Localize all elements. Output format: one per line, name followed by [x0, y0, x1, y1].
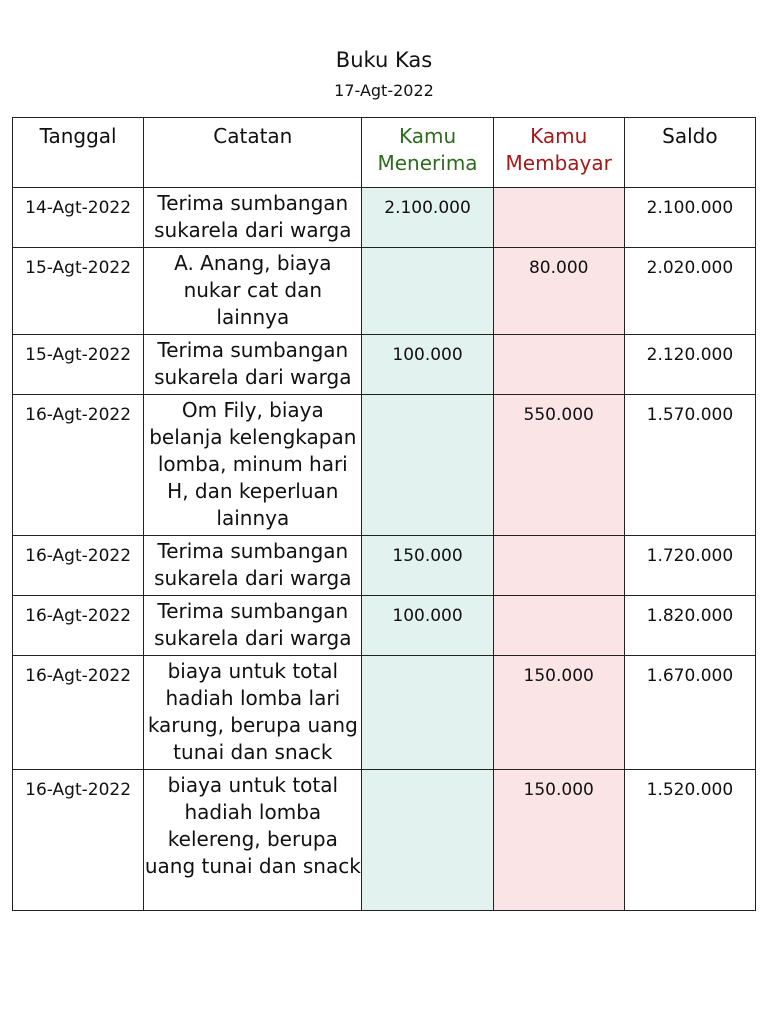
- cell-receive-text: [362, 772, 492, 778]
- cell-balance: [624, 335, 755, 395]
- cell-date-text: 16-Agt-2022: [25, 606, 132, 626]
- cell-date: [13, 248, 144, 335]
- cell-date-text: 16-Agt-2022: [25, 405, 132, 425]
- cell-note-text: biaya untuk total hadiah lomba kelereng, berupa uang tunai dan snack: [144, 773, 361, 878]
- cell-date-text: 15-Agt-2022: [25, 345, 132, 365]
- cell-pay: [493, 596, 624, 656]
- cell-balance-text: 1.720.000: [646, 546, 734, 566]
- column-header-date: Tanggal: [13, 118, 144, 188]
- cell-balance-text: 1.670.000: [646, 666, 734, 686]
- cell-balance: [624, 248, 755, 335]
- column-header-note: Catatan: [144, 118, 362, 188]
- column-header-receive: Kamu Menerima: [362, 118, 493, 188]
- cell-receive-text: [362, 658, 492, 664]
- cell-receive-text: [362, 250, 492, 256]
- cell-date: [13, 656, 144, 770]
- cell-note: [144, 395, 362, 536]
- table-row: [13, 395, 756, 536]
- cell-pay-text: 150.000: [523, 780, 594, 800]
- cell-date: [13, 536, 144, 596]
- table-row: [13, 335, 756, 395]
- cell-receive-text: 100.000: [392, 606, 463, 626]
- cell-balance-text: 1.520.000: [646, 780, 734, 800]
- column-header-pay: Kamu Membayar: [493, 118, 624, 188]
- cell-note: [144, 536, 362, 596]
- cell-pay-text: 80.000: [528, 258, 589, 278]
- cell-receive: [362, 656, 493, 770]
- cell-receive-text: 150.000: [392, 546, 463, 566]
- table-row: [13, 536, 756, 596]
- table-row: [13, 248, 756, 335]
- cell-balance-text: 1.570.000: [646, 405, 734, 425]
- cell-balance: [624, 656, 755, 770]
- table-header-row: [13, 118, 756, 188]
- cell-note: [144, 656, 362, 770]
- table-row: [13, 656, 756, 770]
- cell-pay-text: [494, 598, 624, 604]
- cell-note: [144, 188, 362, 248]
- cell-receive: [362, 188, 493, 248]
- cell-date-text: 15-Agt-2022: [25, 258, 132, 278]
- cell-date-text: 16-Agt-2022: [25, 546, 132, 566]
- cell-note-text: Terima sumbangan sukarela dari warga: [154, 539, 352, 590]
- page-title: Buku Kas: [335, 48, 433, 72]
- cell-balance-text: 1.820.000: [646, 606, 734, 626]
- table-body: [13, 188, 756, 911]
- page-date: 17-Agt-2022: [334, 81, 434, 100]
- cell-note: [144, 596, 362, 656]
- cell-pay-text: [494, 190, 624, 196]
- cell-date: [13, 395, 144, 536]
- cash-book-table: [12, 117, 756, 911]
- cell-receive: [362, 335, 493, 395]
- cell-pay-text: 550.000: [523, 405, 594, 425]
- cell-balance-text: 2.020.000: [646, 258, 734, 278]
- cell-pay-text: [494, 337, 624, 343]
- cell-date: [13, 596, 144, 656]
- cell-pay: [493, 188, 624, 248]
- cell-receive: [362, 536, 493, 596]
- cell-pay: [493, 395, 624, 536]
- cell-balance-text: 2.100.000: [646, 198, 734, 218]
- cell-receive: [362, 770, 493, 911]
- cell-receive: [362, 395, 493, 536]
- cell-balance: [624, 596, 755, 656]
- cell-receive: [362, 248, 493, 335]
- cell-pay: [493, 770, 624, 911]
- table-row: [13, 188, 756, 248]
- cell-balance: [624, 395, 755, 536]
- table-row: [13, 770, 756, 911]
- cell-receive-text: 100.000: [392, 345, 463, 365]
- cell-note-text: A. Anang, biaya nukar cat dan lainnya: [174, 251, 332, 329]
- column-header-balance: Saldo: [624, 118, 755, 188]
- cell-pay: [493, 656, 624, 770]
- cell-balance-text: 2.120.000: [646, 345, 734, 365]
- cell-receive-text: 2.100.000: [384, 198, 471, 218]
- cell-balance: [624, 188, 755, 248]
- cell-note: [144, 248, 362, 335]
- cell-note: [144, 335, 362, 395]
- cell-date-text: 16-Agt-2022: [25, 780, 132, 800]
- cell-note-text: Terima sumbangan sukarela dari warga: [154, 599, 352, 650]
- cell-date: [13, 335, 144, 395]
- cell-date: [13, 188, 144, 248]
- cell-note-text: Terima sumbangan sukarela dari warga: [154, 191, 352, 242]
- cell-receive: [362, 596, 493, 656]
- cell-date-text: 16-Agt-2022: [25, 666, 132, 686]
- cell-balance: [624, 536, 755, 596]
- cell-note-text: biaya untuk total hadiah lomba lari karung, berupa uang tunai dan snack: [147, 659, 358, 764]
- cell-date-text: 14-Agt-2022: [25, 198, 132, 218]
- cell-pay-text: [494, 538, 624, 544]
- cell-note-text: Om Fily, biaya belanja kelengkapan lomba, minum hari H, dan keperluan lainnya: [149, 398, 357, 530]
- cell-note: [144, 770, 362, 911]
- cell-date: [13, 770, 144, 911]
- cell-pay-text: 150.000: [523, 666, 594, 686]
- cell-pay: [493, 248, 624, 335]
- cell-pay: [493, 335, 624, 395]
- cell-pay: [493, 536, 624, 596]
- cell-note-text: Terima sumbangan sukarela dari warga: [154, 338, 352, 389]
- cell-receive-text: [362, 397, 492, 403]
- cell-balance: [624, 770, 755, 911]
- table-row: [13, 596, 756, 656]
